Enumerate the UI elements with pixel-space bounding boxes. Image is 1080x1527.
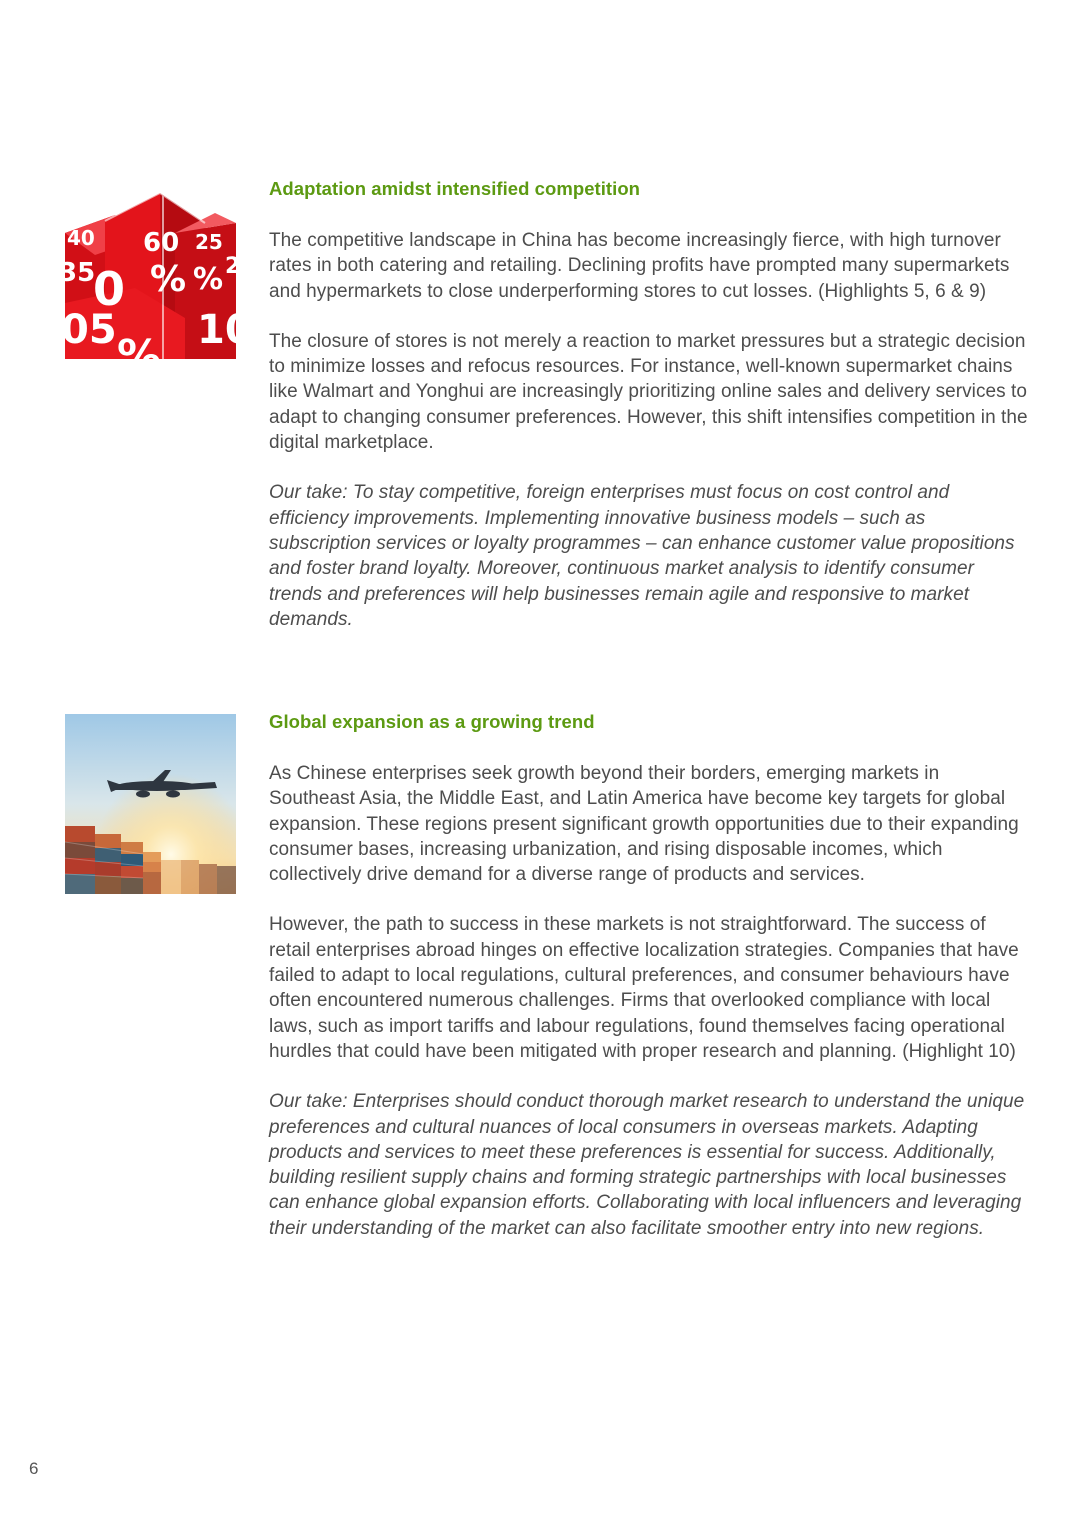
paragraph: As Chinese enterprises seek growth beyond their borders, emerging markets in Southeast Asia, the Middle East, and Latin America have become key targets for global expansion. These regions present significant growth opportunities due to their expanding consumer bases, increasing urbanization, and rising disposable incomes, which collectively drive demand for a diverse range of products and services. xyxy=(269,763,1019,886)
dice-label: 40 xyxy=(67,226,95,250)
airplane-containers-illustration xyxy=(65,714,236,894)
paragraph: The competitive landscape in China has become increasingly fierce, with high turnover rates in both catering and retailing. Declining profits have prompted many supermarkets and hypermarkets to close underperforming stores to cut losses. (Highlights 5, 6 & 9) xyxy=(269,230,1010,302)
section-heading: Adaptation amidst intensified competition xyxy=(269,178,641,199)
dice-label: 35 xyxy=(59,258,96,288)
section-competition-content xyxy=(269,177,1029,632)
dice-label: % xyxy=(117,331,162,382)
paragraph: The closure of stores is not merely a reaction to market pressures but a strategic decision to minimize losses and refocus resources. For instance, well-known supermarket chains like Walmart and Yonghui are increasingly prioritizing online sales and delivery services to adapt to changing consumer preferences. However, this shift intensifies competition in the digital marketplace. xyxy=(269,330,1028,454)
section-heading: Global expansion as a growing trend xyxy=(269,711,595,732)
dice-label: 05 xyxy=(61,307,117,353)
page-number: 6 xyxy=(29,1459,39,1478)
dice-label: % xyxy=(193,262,224,297)
dice-illustration xyxy=(59,193,253,382)
dice-label: 60 xyxy=(143,228,180,258)
dice-label: % xyxy=(150,259,187,300)
dice-label: 2 xyxy=(225,254,241,279)
dice-label: 0 xyxy=(93,262,126,316)
our-take-paragraph: Our take: To stay competitive, foreign enterprises must focus on cost control and efficiency improvements. Implementing innovative business models – such as subscription services or loyalty programmes – can enhance customer value propositions and foster brand loyalty. Moreover, continuous market analysis to identify consumer trends and preferences will help businesses remain agile and responsive to market demands. xyxy=(269,482,1015,630)
section-global-expansion-content xyxy=(269,710,1029,1241)
our-take-paragraph: Our take: Enterprises should conduct thorough market research to understand the unique preferences and cultural nuances of local consumers in overseas markets. Adapting products and services to meet these preferences is essential for success. Additionally, building resilient supply chains and forming strategic partnerships with local businesses can enhance global expansion efforts. Collaborating with local influencers and leveraging their understanding of the market can also facilitate smoother entry into new regions. xyxy=(269,1091,1025,1239)
airplane-over-shipping-containers-image xyxy=(65,714,236,894)
red-percentage-dice-image xyxy=(59,193,253,382)
paragraph: However, the path to success in these markets is not straightforward. The success of retail enterprises abroad hinges on effective localization strategies. Companies that have failed to adapt to local regulations, cultural preferences, and consumer behaviours have often encountered numerous challenges. Firms that overlooked compliance with local laws, such as import tariffs and labour regulations, found themselves facing operational hurdles that could have been mitigated with proper research and planning. (Highlight 10) xyxy=(269,914,1019,1062)
dice-label: 10 xyxy=(197,307,253,353)
dice-label: 25 xyxy=(195,230,223,254)
